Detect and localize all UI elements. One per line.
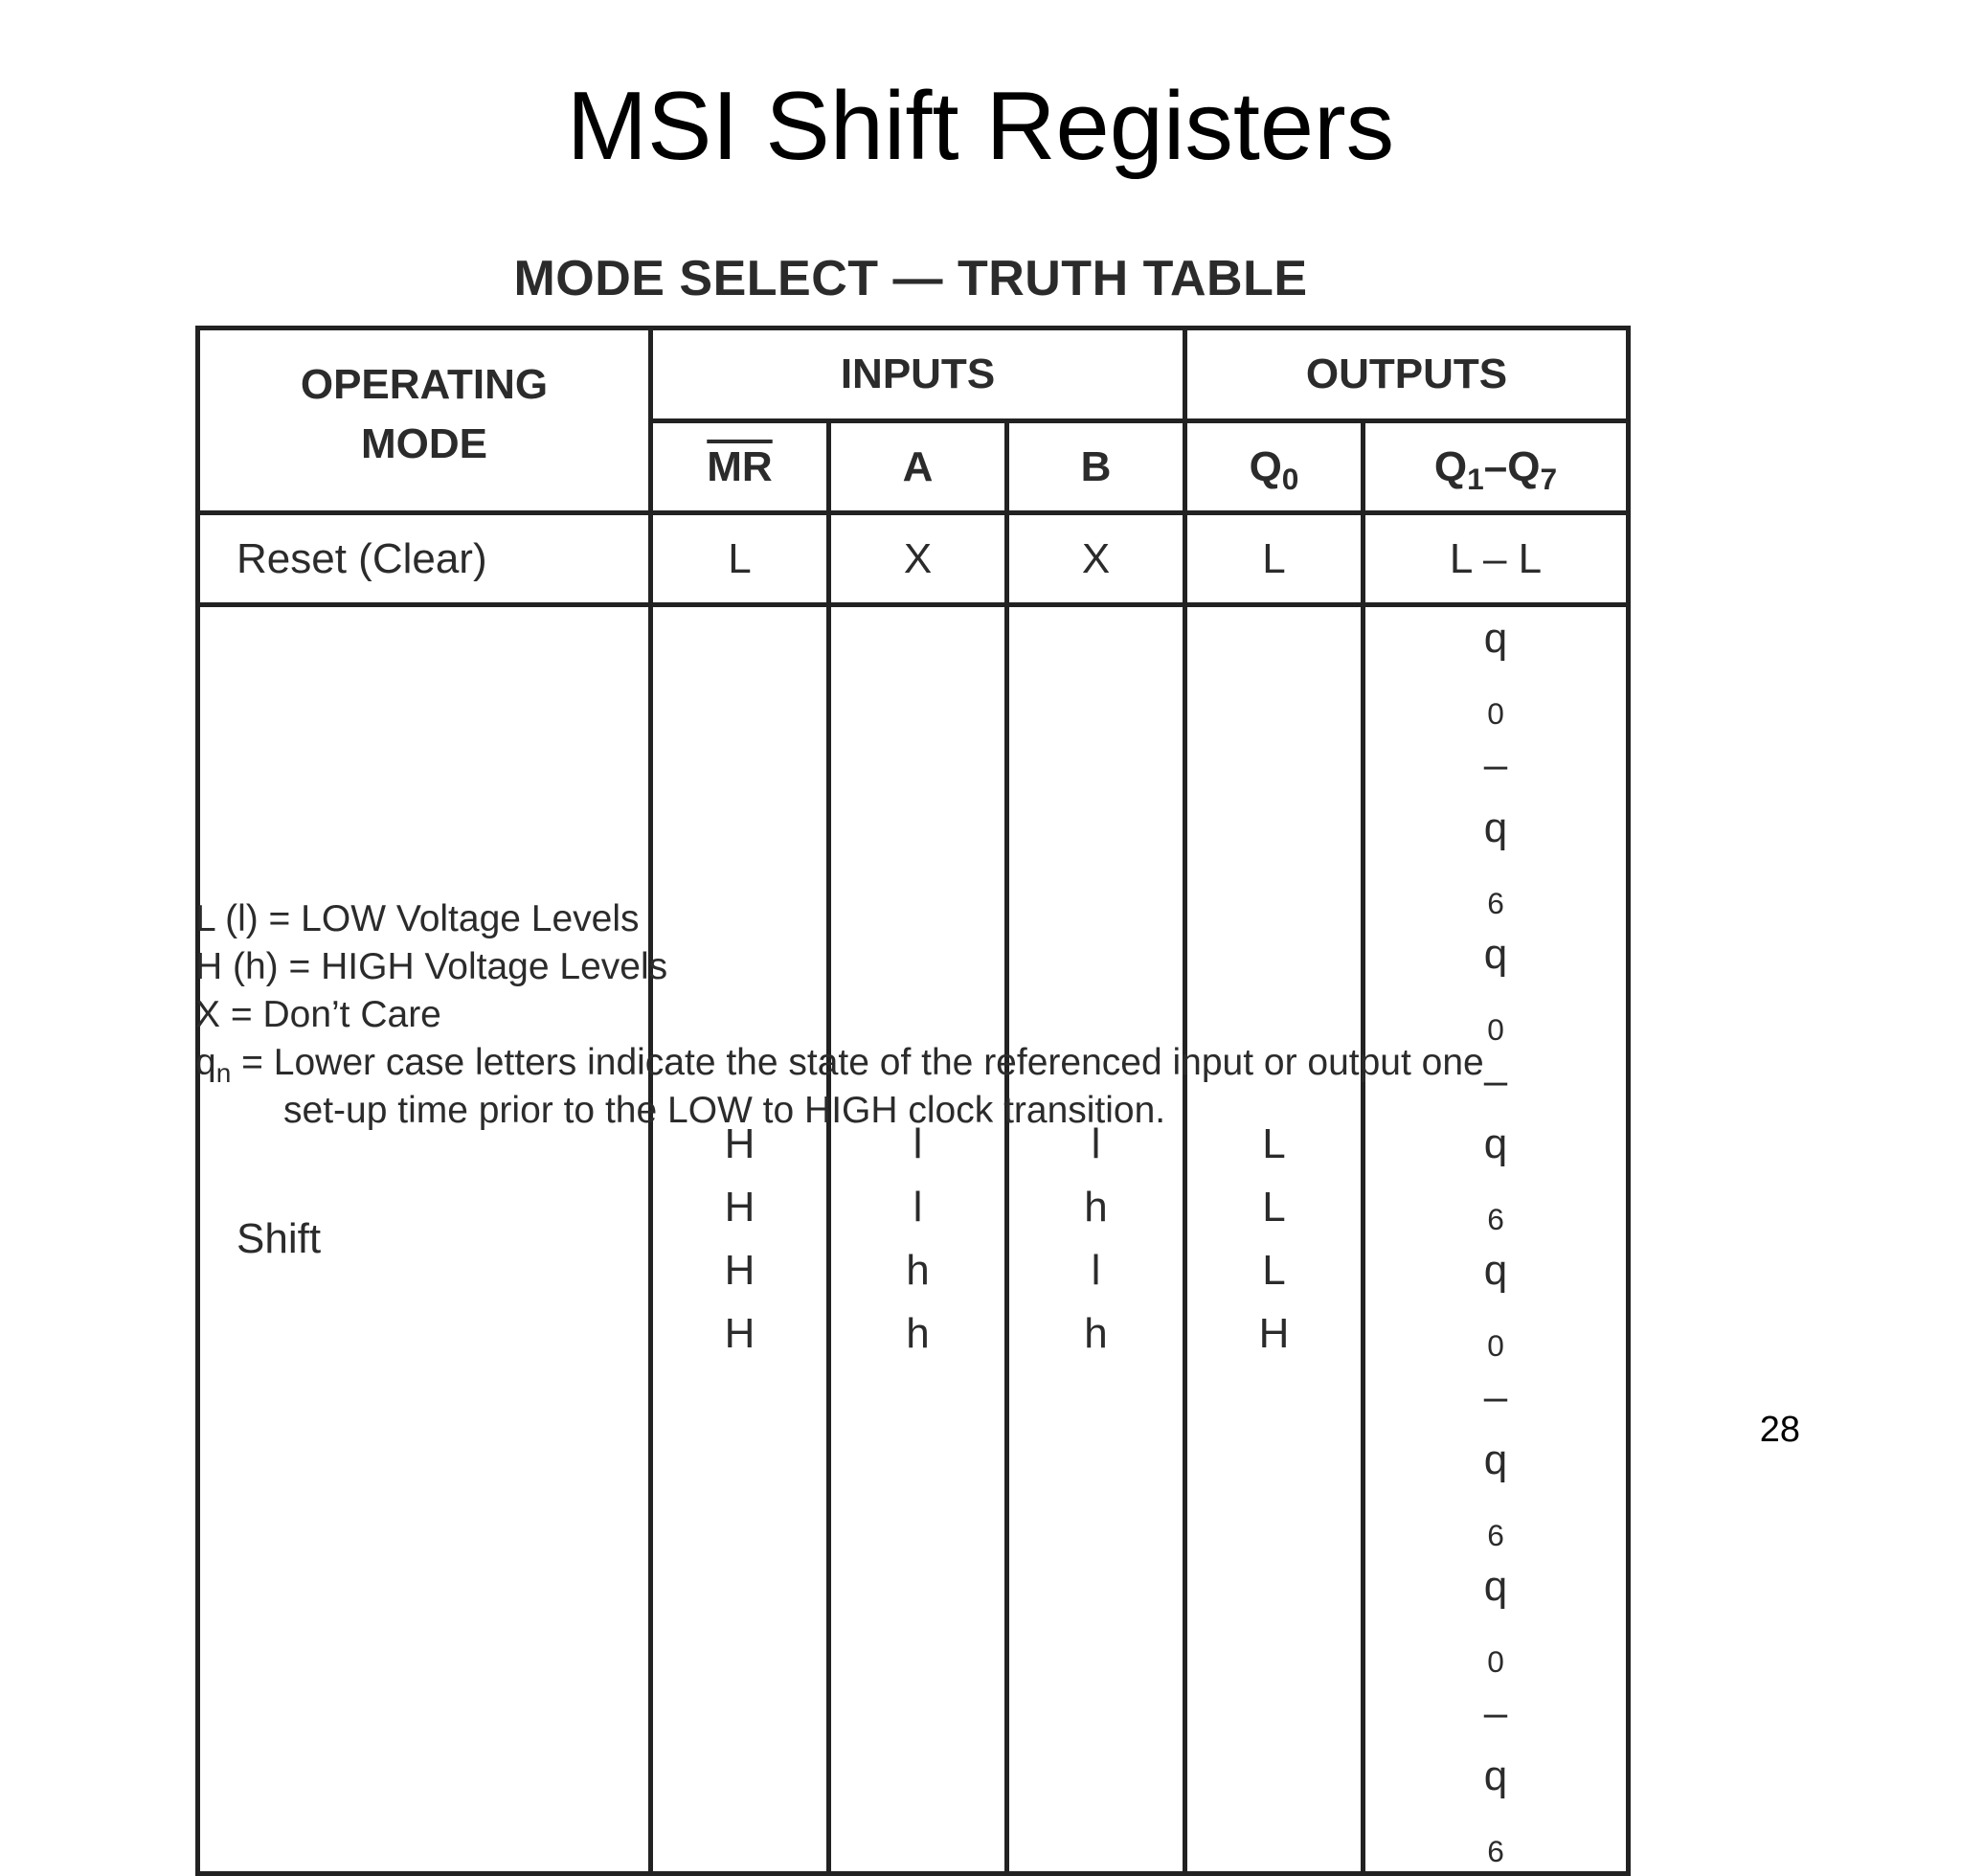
shift-q17-dash: – (1483, 741, 1508, 788)
shift-q17-sub1: 0 (1487, 1011, 1504, 1047)
legend-qn-text: = Lower case letters indicate the state of the referenced input or output one (231, 1042, 1484, 1083)
shift-mode-label: Shift (198, 605, 651, 1874)
legend (195, 895, 1484, 1135)
header-a: A (829, 421, 1007, 513)
header-q0-sub: 0 (1281, 461, 1299, 496)
legend-line-low: L (l) = LOW Voltage Levels (195, 898, 640, 939)
shift-q0-value: L (1262, 1184, 1286, 1231)
slide-title: MSI Shift Registers (566, 73, 1395, 180)
table-row-shift (198, 605, 1629, 1874)
shift-a-value: l (913, 1184, 923, 1231)
legend-qn-base: q (195, 1042, 216, 1083)
shift-mr-column (651, 605, 829, 1874)
legend-line-high: H (h) = HIGH Voltage Levels (195, 946, 668, 987)
shift-a-value: l (913, 1120, 923, 1167)
shift-q17-sub1: 0 (1487, 695, 1504, 731)
shift-q17-base2: q (1483, 1120, 1508, 1167)
shift-q17-dash: – (1483, 1057, 1508, 1104)
shift-q17-value (1365, 1239, 1626, 1555)
header-q1-q7 (1364, 421, 1629, 513)
header-inputs: INPUTS (651, 328, 1185, 421)
header-q17-sub1: 1 (1467, 461, 1484, 496)
shift-a-column (829, 605, 1007, 1874)
shift-b-value: l (1091, 1120, 1101, 1167)
shift-q17-sub2: 6 (1487, 1201, 1504, 1236)
shift-q1-q7-column (1364, 605, 1629, 1874)
reset-a: X (829, 513, 1007, 605)
shift-q17-value (1365, 607, 1626, 923)
reset-mr: L (651, 513, 829, 605)
shift-q17-base2: q (1483, 1436, 1508, 1483)
shift-mr-value: H (724, 1184, 755, 1231)
shift-q17-base1: q (1483, 1563, 1508, 1610)
legend-line-dont-care: X = Don’t Care (195, 994, 441, 1035)
shift-q0-value: L (1262, 1120, 1286, 1167)
header-q17-base1: Q (1433, 442, 1468, 490)
header-q17-dash: – (1483, 442, 1508, 490)
reset-q0: L (1185, 513, 1364, 605)
reset-mode-label: Reset (Clear) (198, 513, 651, 605)
shift-q17-dash: – (1483, 1373, 1508, 1420)
shift-mr-value: H (724, 1310, 755, 1357)
header-q0-base: Q (1249, 442, 1282, 490)
shift-b-value: l (1091, 1247, 1101, 1294)
shift-q17-base1: q (1483, 615, 1508, 662)
shift-q0-column (1185, 605, 1364, 1874)
header-q0 (1185, 421, 1364, 513)
header-q17-base2: Q (1507, 442, 1541, 490)
header-mr-label: $\overline{MR}$ (707, 442, 773, 490)
header-mr (651, 421, 829, 513)
shift-q0-value: H (1258, 1310, 1290, 1357)
legend-line-qn-continued: set-up time prior to the LOW to HIGH clock transition. (283, 1090, 1166, 1131)
legend-qn-sub: n (215, 1057, 232, 1088)
shift-q17-value (1365, 1555, 1626, 1871)
table-caption: MODE SELECT — TRUTH TABLE (513, 251, 1308, 306)
shift-q17-sub2: 6 (1487, 1833, 1504, 1868)
header-q17-sub2: 7 (1540, 461, 1558, 496)
legend-line-qn (195, 1039, 1484, 1087)
table-row-reset (198, 513, 1629, 605)
shift-a-value: h (906, 1247, 930, 1294)
shift-q17-sub1: 0 (1487, 1327, 1504, 1363)
reset-q1-q7: L – L (1364, 513, 1629, 605)
header-operating-mode-line1: OPERATING (300, 361, 549, 408)
shift-q17-base2: q (1483, 1752, 1508, 1799)
shift-b-column (1007, 605, 1185, 1874)
shift-q17-sub1: 0 (1487, 1643, 1504, 1679)
header-operating-mode-line2: MODE (361, 420, 487, 467)
reset-b: X (1007, 513, 1185, 605)
shift-q17-sub2: 6 (1487, 1517, 1504, 1552)
header-row-groups (198, 328, 1629, 421)
shift-mr-value: H (724, 1120, 755, 1167)
shift-q17-base1: q (1483, 1247, 1508, 1294)
shift-q17-base2: q (1483, 804, 1508, 851)
header-outputs: OUTPUTS (1185, 328, 1629, 421)
page-number: 28 (1759, 1410, 1800, 1450)
shift-b-value: h (1084, 1184, 1108, 1231)
shift-q17-base1: q (1483, 931, 1508, 978)
header-operating-mode (198, 328, 651, 513)
shift-a-value: h (906, 1310, 930, 1357)
header-b: B (1007, 421, 1185, 513)
shift-mr-value: H (724, 1247, 755, 1294)
shift-q17-dash: – (1483, 1689, 1508, 1736)
shift-q17-sub2: 6 (1487, 885, 1504, 920)
shift-q0-value: L (1262, 1247, 1286, 1294)
shift-b-value: h (1084, 1310, 1108, 1357)
